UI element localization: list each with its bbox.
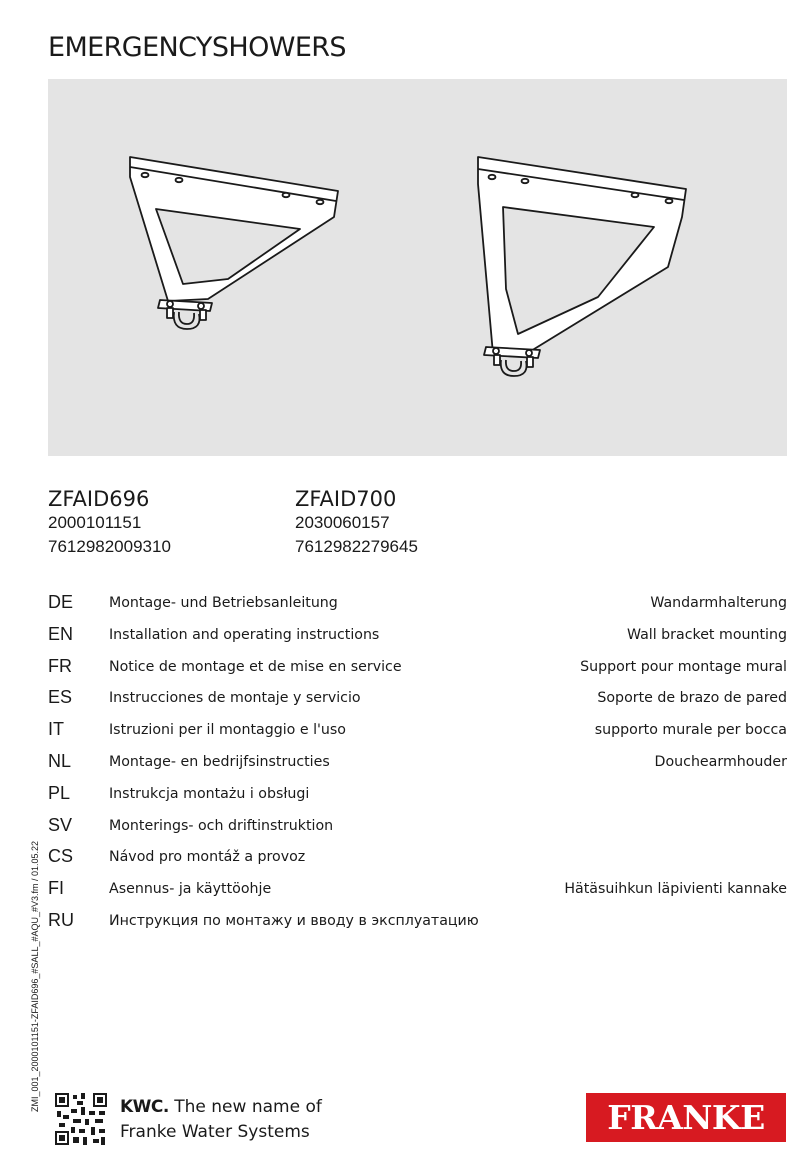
language-description: Montage- en bedrijfsinstructies <box>109 753 330 770</box>
model-block-zfaid700 <box>295 487 418 561</box>
language-code: DE <box>48 592 74 612</box>
model-ean: 7612982279645 <box>295 537 418 556</box>
bracket-zfaid696-drawing <box>130 157 338 329</box>
product-illustration <box>48 79 787 456</box>
product-name: Wandarmhalterung <box>650 595 787 611</box>
document-reference-code: ZMI_001_2000101151-ZFAID696_#SALL_#AQU_#V3.fm / 01.05.22 <box>30 840 40 1112</box>
language-description: Monterings- och driftinstruktion <box>109 817 334 834</box>
language-code: FI <box>48 878 64 899</box>
kwc-line2: Franke Water Systems <box>120 1122 310 1142</box>
language-code: PL <box>48 782 71 803</box>
kwc-tagline <box>120 1097 322 1142</box>
language-row-de <box>48 592 787 624</box>
product-name: Douchearmhouder <box>654 753 787 770</box>
language-description: Instrucciones de montaje y servicio <box>109 690 361 707</box>
language-row-ru <box>48 910 787 942</box>
language-code: SV <box>48 814 73 835</box>
product-name: Hätäsuihkun läpivienti kannake <box>564 881 787 898</box>
model-name: ZFAID700 <box>295 487 397 511</box>
language-row-es <box>48 687 787 719</box>
language-row-it <box>48 719 787 751</box>
language-row-pl <box>48 783 787 815</box>
kwc-logo: KWC. <box>120 1097 169 1117</box>
language-description: Istruzioni per il montaggio e l'uso <box>109 722 346 739</box>
franke-logo: FRANKE <box>586 1093 786 1142</box>
language-description: Notice de montage et de mise en service <box>109 658 402 675</box>
language-code: RU <box>48 909 74 930</box>
model-ean: 7612982009310 <box>48 537 171 556</box>
language-code: EN <box>48 623 74 644</box>
language-code: CS <box>48 846 74 867</box>
language-row-en <box>48 624 787 656</box>
language-description: Asennus- ja käyttöohje <box>109 881 272 898</box>
language-row-sv <box>48 815 787 847</box>
language-row-nl <box>48 751 787 783</box>
language-description: Návod pro montáž a provoz <box>109 849 306 866</box>
language-description: Installation and operating instructions <box>109 626 380 643</box>
wall-bracket-drawings <box>48 79 787 456</box>
model-article-number: 2000101151 <box>48 513 142 532</box>
language-code: IT <box>48 719 64 740</box>
document-title: EMERGENCYSHOWERS <box>48 32 346 63</box>
language-row-cs <box>48 846 787 878</box>
language-row-fi <box>48 878 787 910</box>
language-code: NL <box>48 750 72 771</box>
bracket-zfaid700-drawing <box>478 157 686 376</box>
language-code: ES <box>48 687 73 708</box>
model-article-number: 2030060157 <box>295 513 390 532</box>
language-code: FR <box>48 655 72 676</box>
language-row-fr <box>48 656 787 688</box>
qr-code-icon <box>55 1093 107 1145</box>
language-description: Инструкция по монтажу и вводу в эксплуатацию <box>109 912 479 929</box>
product-name: supporto murale per bocca <box>594 722 787 739</box>
product-name: Support pour montage mural <box>580 658 787 675</box>
kwc-line1 <box>120 1097 322 1122</box>
model-name: ZFAID696 <box>48 487 150 511</box>
product-name: Wall bracket mounting <box>626 626 787 643</box>
kwc-line1-text: The new name of <box>174 1097 322 1117</box>
language-list <box>48 592 787 942</box>
product-name: Soporte de brazo de pared <box>597 690 787 707</box>
language-description: Montage- und Betriebsanleitung <box>109 595 338 611</box>
model-block-zfaid696 <box>48 487 171 561</box>
language-description: Instrukcja montażu i obsługi <box>109 785 310 802</box>
